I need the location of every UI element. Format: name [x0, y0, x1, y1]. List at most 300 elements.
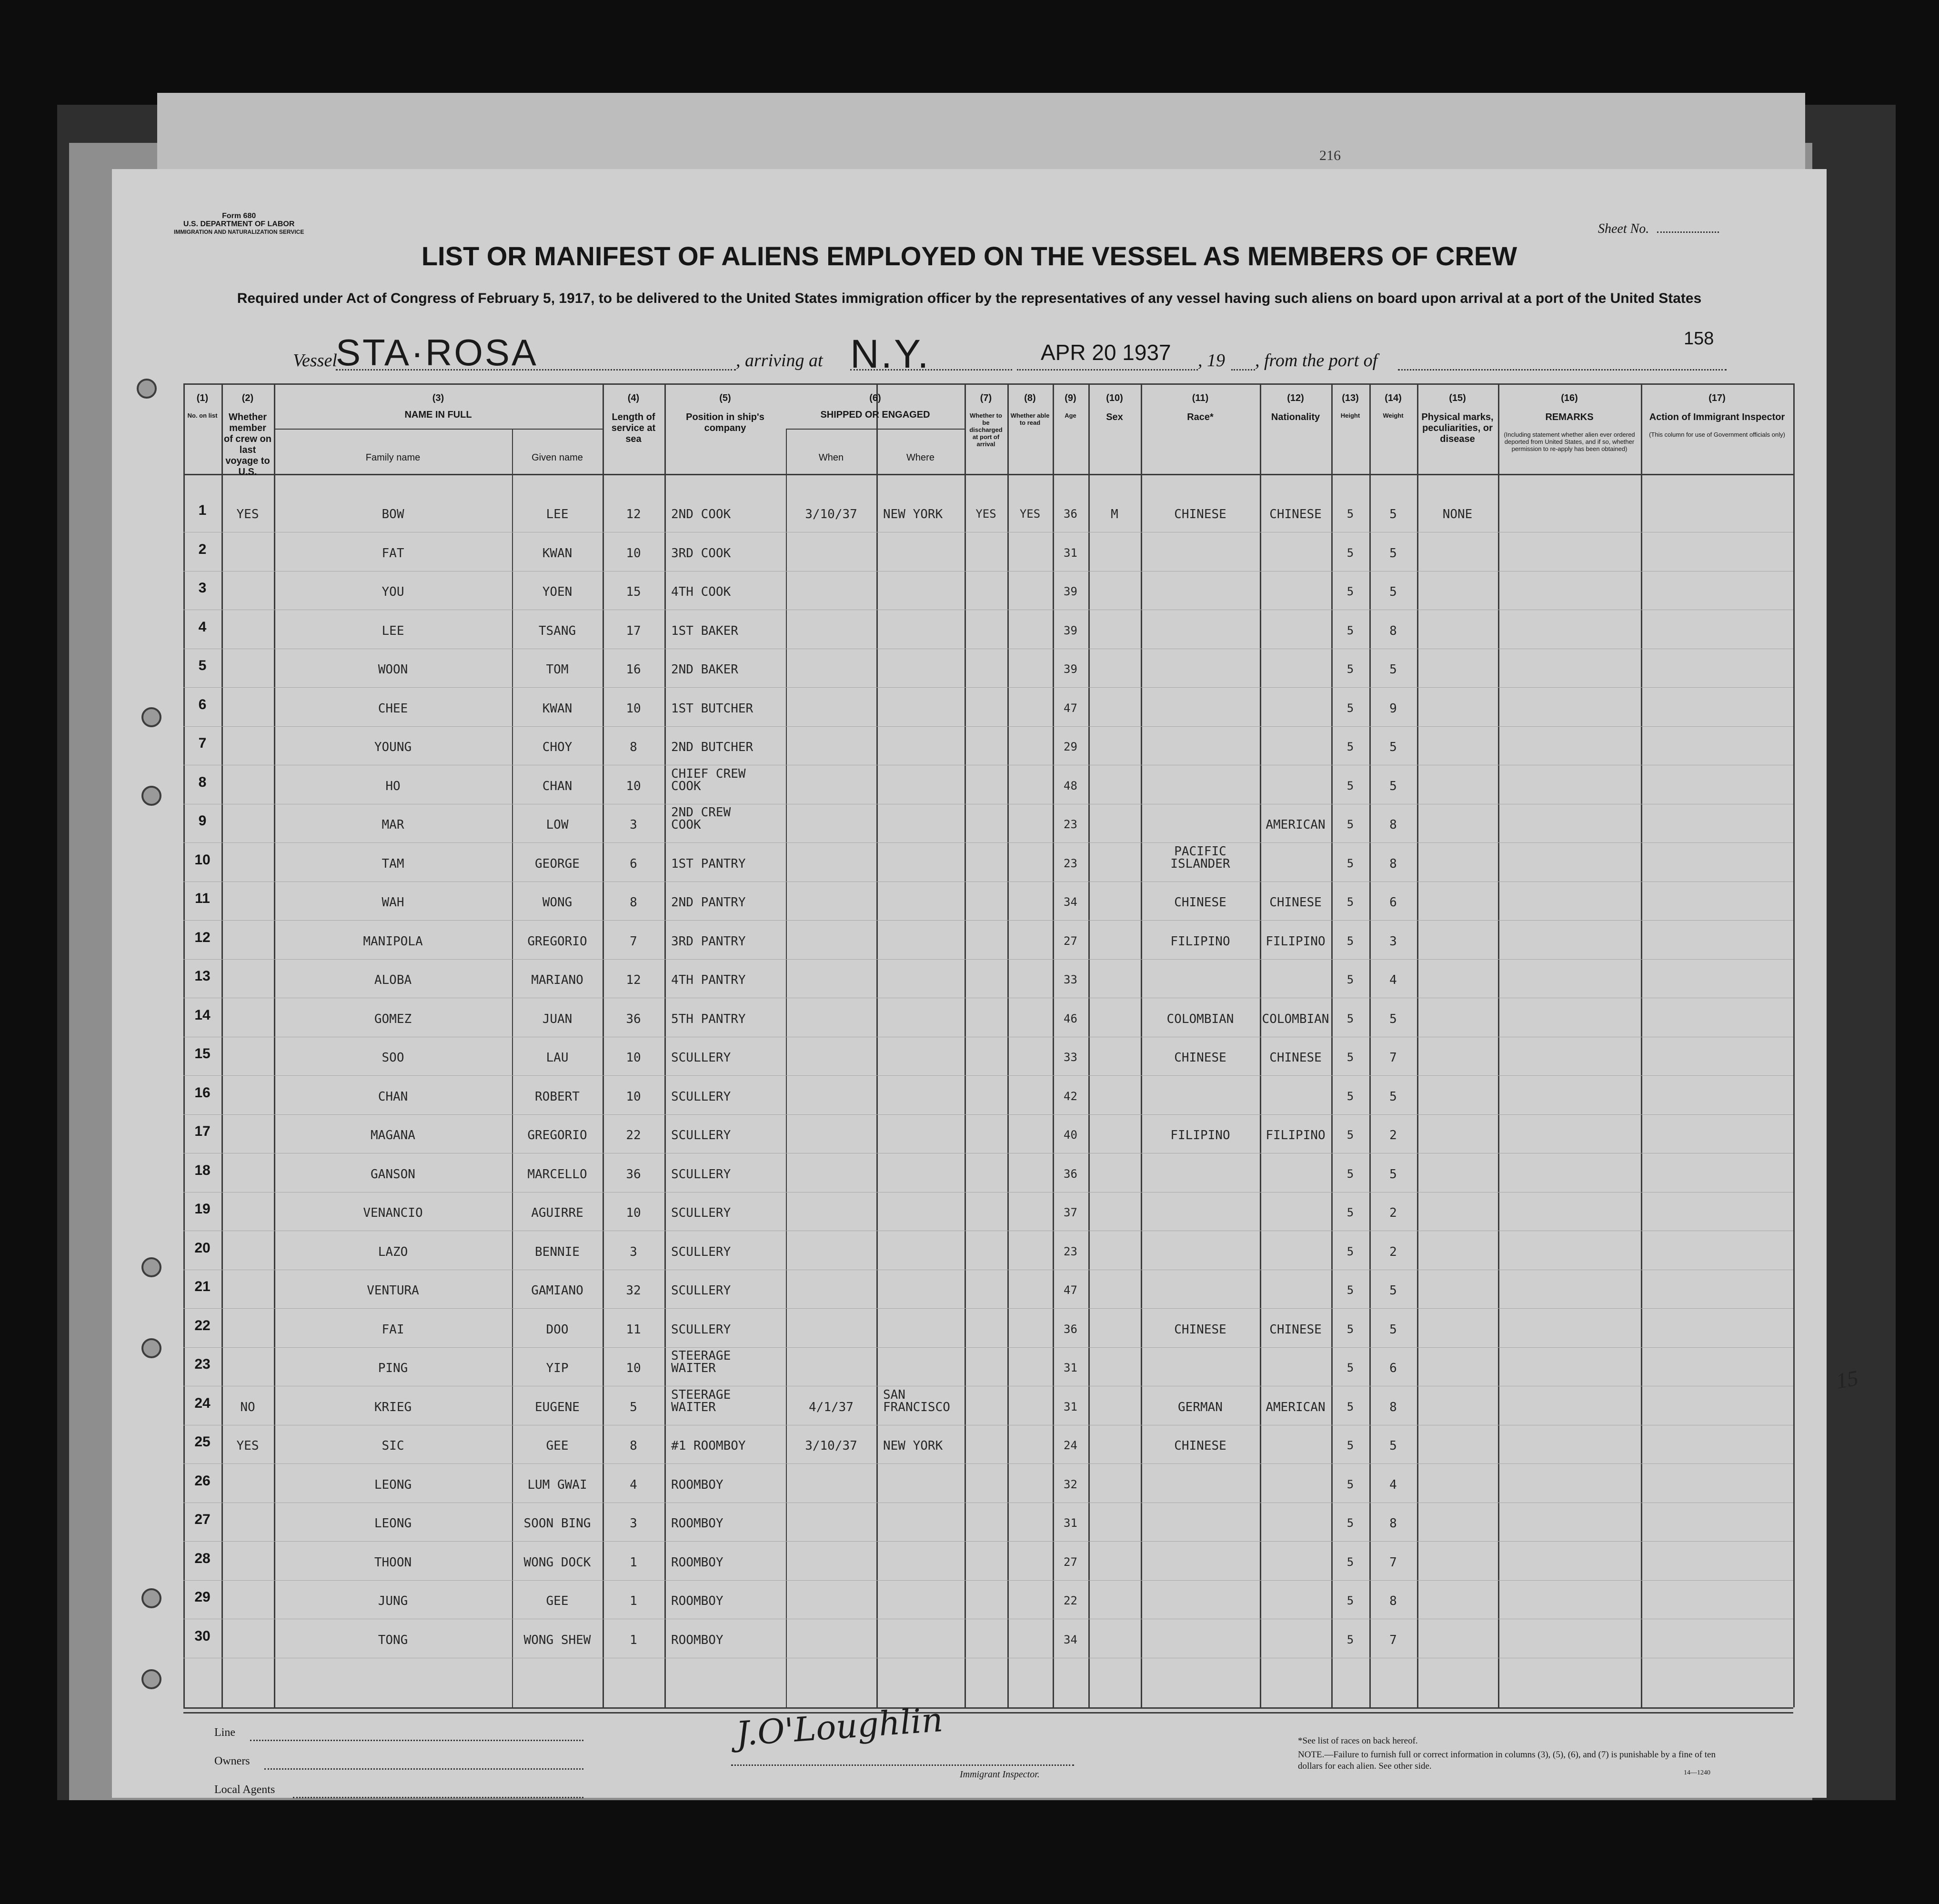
- column-number: (15): [1449, 393, 1466, 403]
- cell-height: 5: [1346, 623, 1354, 637]
- row-number: 20: [194, 1240, 211, 1256]
- cell-position: #1 ROOMBOY: [671, 1439, 746, 1453]
- row-number: 9: [198, 813, 207, 829]
- cell-service: 10: [626, 1206, 641, 1220]
- column-divider: [1088, 383, 1090, 1707]
- column-number: (16): [1561, 393, 1578, 403]
- cell-given: SOON BING: [523, 1516, 591, 1531]
- cell-position: STEERAGE WAITER: [671, 1349, 731, 1375]
- row-number: 16: [194, 1084, 211, 1101]
- cell-height: 5: [1346, 585, 1354, 598]
- cell-service: 7: [630, 934, 637, 949]
- cell-given: GAMIANO: [531, 1283, 583, 1298]
- cell-age: 47: [1064, 701, 1077, 715]
- cell-height: 5: [1346, 1633, 1354, 1646]
- row-number: 13: [194, 968, 211, 984]
- cell-given: TOM: [546, 662, 569, 677]
- cell-family: KRIEG: [374, 1400, 412, 1414]
- sheet-label: Sheet No.: [1598, 221, 1649, 236]
- cell-weight: 5: [1389, 1322, 1397, 1337]
- column-header: Age: [1065, 412, 1076, 419]
- cell-height: 5: [1346, 895, 1354, 909]
- cell-race: CHINESE: [1174, 507, 1226, 521]
- row-number: 26: [194, 1473, 211, 1489]
- table-top-rule: [183, 383, 1793, 385]
- cell-height: 5: [1346, 856, 1354, 870]
- year-blank: [1231, 369, 1255, 371]
- cell-race: COLOMBIAN: [1166, 1012, 1234, 1026]
- cell-service: 6: [630, 856, 637, 871]
- row-number: 11: [195, 891, 210, 906]
- cell-service: 16: [626, 662, 641, 677]
- column-number: (9): [1065, 393, 1076, 403]
- binder-hole: [137, 379, 157, 399]
- cell-weight: 5: [1389, 1089, 1397, 1104]
- cell-service: 5: [630, 1400, 637, 1414]
- row-number: 30: [194, 1628, 211, 1644]
- column-number: (4): [627, 393, 640, 403]
- cell-service: 4: [630, 1477, 637, 1492]
- from-port-label: , from the port of: [1255, 351, 1378, 371]
- column-number: (10): [1106, 393, 1123, 403]
- margin-mark: 15: [1834, 1365, 1860, 1393]
- cell-family: HO: [385, 779, 401, 793]
- cell-given: WONG: [542, 895, 573, 910]
- row-number: 2: [198, 541, 207, 557]
- column-divider: [1007, 383, 1009, 1707]
- cell-age: 36: [1064, 1167, 1077, 1181]
- cell-position: 3RD PANTRY: [671, 934, 746, 949]
- row-number: 4: [198, 619, 207, 635]
- row-number: 1: [198, 502, 207, 518]
- cell-age: 23: [1064, 1244, 1077, 1258]
- cell-age: 27: [1064, 934, 1077, 948]
- cell-service: 10: [626, 546, 641, 561]
- cell-height: 5: [1346, 1594, 1354, 1607]
- cell-height: 5: [1346, 1477, 1354, 1491]
- row-rule: [183, 726, 1793, 727]
- column-divider: [1793, 383, 1795, 1707]
- cell-given: YOEN: [542, 585, 573, 599]
- cell-service: 10: [626, 1361, 641, 1375]
- column-number: (11): [1192, 393, 1209, 403]
- row-number: 17: [194, 1123, 211, 1139]
- cell-position: 5TH PANTRY: [671, 1012, 746, 1026]
- row-number: 29: [194, 1589, 211, 1605]
- cell-given: KWAN: [542, 546, 573, 561]
- cell-where: NEW YORK: [883, 1439, 943, 1453]
- cell-height: 5: [1346, 1167, 1354, 1181]
- column-divider: [603, 383, 604, 1707]
- cell-read: YES: [1019, 507, 1041, 521]
- cell-weight: 5: [1389, 779, 1397, 793]
- shipped-subheader-rule: [786, 429, 964, 430]
- cell-position: 4TH PANTRY: [671, 973, 746, 987]
- cell-height: 5: [1346, 1283, 1354, 1297]
- cell-height: 5: [1346, 779, 1354, 792]
- column-divider: [664, 383, 666, 1707]
- column-header: Length of service at sea: [611, 412, 656, 444]
- row-rule: [183, 687, 1793, 688]
- column-header: Whether member of crew on last voyage to U.S.: [223, 412, 271, 477]
- cell-given: JUAN: [542, 1012, 573, 1026]
- cell-race: CHINESE: [1174, 1322, 1226, 1337]
- row-rule: [183, 842, 1793, 843]
- column-header: Physical marks, peculiarities, or disease: [1421, 412, 1494, 444]
- cell-service: 11: [626, 1322, 641, 1337]
- arriving-blank: [850, 369, 1012, 371]
- column-header: NAME IN FULL: [404, 410, 472, 420]
- cell-age: 22: [1064, 1594, 1077, 1607]
- cell-position: 2ND CREW COOK: [671, 805, 731, 832]
- cell-weight: 4: [1389, 1477, 1397, 1492]
- cell-height: 5: [1346, 934, 1354, 948]
- cell-family: TAM: [382, 856, 404, 871]
- column-number: (3): [432, 393, 444, 403]
- cell-service: 1: [630, 1633, 637, 1647]
- races-note: *See list of races on back hereof.: [1298, 1736, 1418, 1746]
- row-rule: [183, 1347, 1793, 1348]
- cell-race: FILIPINO: [1170, 1128, 1230, 1142]
- column-number: (12): [1287, 393, 1304, 403]
- row-number: 25: [194, 1434, 211, 1450]
- cell-age: 42: [1064, 1089, 1077, 1103]
- cell-service: 12: [626, 507, 641, 521]
- row-rule: [183, 1580, 1793, 1581]
- column-number: (8): [1024, 393, 1036, 403]
- cell-weight: 7: [1389, 1633, 1397, 1647]
- cell-height: 5: [1346, 1361, 1354, 1374]
- cell-weight: 5: [1389, 1012, 1397, 1026]
- form-number: Form 680: [222, 212, 256, 220]
- column-divider: [512, 429, 513, 1707]
- cell-height: 5: [1346, 973, 1354, 986]
- binder-hole: [141, 1257, 161, 1277]
- cell-weight: 4: [1389, 973, 1397, 987]
- cell-given: CHOY: [542, 740, 573, 754]
- cell-weight: 5: [1389, 1439, 1397, 1453]
- row-number: 3: [198, 580, 207, 596]
- cell-weight: 8: [1389, 623, 1397, 638]
- cell-age: 33: [1064, 1051, 1077, 1064]
- cell-age: 39: [1064, 662, 1077, 676]
- cell-weight: 5: [1389, 1167, 1397, 1182]
- form-identifier: [174, 212, 304, 236]
- cell-weight: 2: [1389, 1244, 1397, 1259]
- binder-hole: [141, 1669, 161, 1689]
- cell-family: VENANCIO: [363, 1206, 423, 1220]
- cell-family: VENTURA: [367, 1283, 419, 1298]
- cell-given: LAU: [546, 1051, 569, 1065]
- cell-family: SIC: [382, 1439, 404, 1453]
- row-number: 18: [194, 1162, 211, 1178]
- row-number: 22: [194, 1317, 211, 1333]
- cell-height: 5: [1346, 1089, 1354, 1103]
- row-rule: [183, 959, 1793, 960]
- row-number: 10: [194, 852, 211, 868]
- row-number: 15: [194, 1046, 211, 1062]
- column-header: REMARKS: [1545, 412, 1594, 422]
- cell-position: ROOMBOY: [671, 1633, 723, 1647]
- cell-position: CHIEF CREW COOK: [671, 766, 746, 793]
- cell-given: GEE: [546, 1594, 569, 1608]
- cell-weight: 5: [1389, 585, 1397, 599]
- column-header: Nationality: [1271, 412, 1320, 422]
- cell-weight: 5: [1389, 1283, 1397, 1298]
- cell-position: SCULLERY: [671, 1167, 731, 1182]
- cell-family: YOU: [382, 585, 404, 599]
- cell-given: MARCELLO: [527, 1167, 587, 1182]
- cell-given: AGUIRRE: [531, 1206, 583, 1220]
- row-number: 7: [198, 735, 207, 751]
- cell-given: GREGORIO: [527, 934, 587, 949]
- cell-nationality: CHINESE: [1269, 895, 1322, 910]
- cell-service: 10: [626, 701, 641, 716]
- cell-family: JUNG: [378, 1594, 408, 1608]
- cell-height: 5: [1346, 1012, 1354, 1025]
- cell-given: LEE: [546, 507, 569, 521]
- cell-position: 2ND COOK: [671, 507, 731, 521]
- cell-race: FILIPINO: [1170, 934, 1230, 949]
- cell-age: 46: [1064, 1012, 1077, 1025]
- cell-weight: 8: [1389, 856, 1397, 871]
- from-port-blank: [1398, 369, 1727, 371]
- cell-weight: 8: [1389, 1594, 1397, 1608]
- cell-height: 5: [1346, 1244, 1354, 1258]
- cell-weight: 2: [1389, 1128, 1397, 1142]
- cell-nationality: FILIPINO: [1266, 934, 1326, 949]
- manifest-subtitle: Required under Act of Congress of February 5, 1917, to be delivered to the United States immigration officer by the representatives of any vessel having such aliens on board upon arrival at a port of the United States: [237, 291, 1702, 306]
- cell-height: 5: [1346, 1051, 1354, 1064]
- signature-blank: [731, 1764, 1074, 1766]
- year-label: , 19: [1198, 351, 1225, 371]
- cell-position: 1ST BUTCHER: [671, 701, 753, 716]
- cell-given: LOW: [546, 818, 569, 832]
- cell-family: MANIPOLA: [363, 934, 423, 949]
- binder-hole: [141, 1338, 161, 1358]
- cell-age: 23: [1064, 818, 1077, 831]
- cell-position: SCULLERY: [671, 1128, 731, 1142]
- cell-last: NO: [240, 1400, 255, 1414]
- column-header: Whether able to read: [1010, 412, 1050, 426]
- vessel-name: STA·ROSA: [336, 331, 538, 373]
- cell-sex: M: [1111, 507, 1118, 521]
- cell-service: 22: [626, 1128, 641, 1142]
- cell-height: 5: [1346, 1516, 1354, 1530]
- cell-height: 5: [1346, 818, 1354, 831]
- cell-service: 3: [630, 818, 637, 832]
- cell-service: 32: [626, 1283, 641, 1298]
- cell-given: WONG SHEW: [523, 1633, 591, 1647]
- column-header: Position in ship's company: [686, 412, 764, 433]
- cell-given: ROBERT: [535, 1089, 580, 1104]
- column-header-note: (This column for use of Government officials only): [1649, 431, 1785, 438]
- cell-weight: 7: [1389, 1555, 1397, 1570]
- cell-position: ROOMBOY: [671, 1555, 723, 1570]
- cell-family: TONG: [378, 1633, 408, 1647]
- line-blank: [250, 1740, 583, 1741]
- binder-hole: [141, 786, 161, 806]
- cell-position: 2ND BUTCHER: [671, 740, 753, 754]
- cell-service: 36: [626, 1012, 641, 1026]
- cell-position: SCULLERY: [671, 1051, 731, 1065]
- cell-race: CHINESE: [1174, 1439, 1226, 1453]
- header-bottom-rule: [183, 474, 1793, 475]
- column-header: Race*: [1187, 412, 1214, 422]
- row-rule: [183, 1541, 1793, 1542]
- column-number: (6): [869, 393, 881, 403]
- column-header: Action of Immigrant Inspector: [1649, 412, 1785, 422]
- cell-service: 10: [626, 779, 641, 793]
- column-number: (17): [1708, 393, 1726, 403]
- cell-nationality: AMERICAN: [1266, 1400, 1326, 1414]
- sheet-number-label: [1598, 221, 1719, 237]
- vessel-label: Vessel: [293, 351, 337, 371]
- cell-family: YOUNG: [374, 740, 412, 754]
- cell-height: 5: [1346, 1439, 1354, 1452]
- cell-age: 36: [1064, 507, 1077, 521]
- column-divider: [1417, 383, 1418, 1707]
- cell-given: GREGORIO: [527, 1128, 587, 1142]
- cell-family: LAZO: [378, 1244, 408, 1259]
- cell-family: MAR: [382, 818, 404, 832]
- cell-position: SCULLERY: [671, 1206, 731, 1220]
- binder-hole: [141, 1588, 161, 1608]
- cell-given: CHAN: [542, 779, 573, 793]
- cell-family: SOO: [382, 1051, 404, 1065]
- cell-age: 29: [1064, 740, 1077, 753]
- cell-age: 27: [1064, 1555, 1077, 1569]
- line-label: Line: [214, 1726, 235, 1739]
- cell-position: SCULLERY: [671, 1089, 731, 1104]
- column-subheader: Where: [906, 452, 934, 463]
- cell-nationality: FILIPINO: [1266, 1128, 1326, 1142]
- column-divider: [786, 429, 787, 1707]
- arriving-label: , arriving at: [736, 351, 823, 371]
- cell-height: 5: [1346, 1322, 1354, 1336]
- cell-weight: 6: [1389, 895, 1397, 910]
- cell-position: 1ST BAKER: [671, 623, 738, 638]
- cell-age: 39: [1064, 585, 1077, 598]
- column-number: (13): [1342, 393, 1359, 403]
- top-margin-mark: 216: [1319, 148, 1341, 163]
- cell-service: 12: [626, 973, 641, 987]
- cell-position: 4TH COOK: [671, 585, 731, 599]
- cell-family: PING: [378, 1361, 408, 1375]
- cell-height: 5: [1346, 1128, 1354, 1142]
- cell-age: 36: [1064, 1322, 1077, 1336]
- column-subheader: Given name: [532, 452, 583, 463]
- date-stamp: APR 20 1937: [1041, 340, 1171, 365]
- cell-age: 31: [1064, 546, 1077, 560]
- cell-race: GERMAN: [1178, 1400, 1223, 1414]
- cell-weight: 6: [1389, 1361, 1397, 1375]
- cell-discharged: YES: [975, 507, 996, 521]
- cell-age: 37: [1064, 1206, 1077, 1219]
- column-number: (1): [196, 393, 209, 403]
- cell-family: CHEE: [378, 701, 408, 716]
- page-number: 158: [1684, 329, 1714, 349]
- cell-weight: 8: [1389, 1400, 1397, 1414]
- column-divider: [1498, 383, 1499, 1707]
- cell-family: LEONG: [374, 1477, 412, 1492]
- column-number: (14): [1385, 393, 1402, 403]
- cell-family: ALOBA: [374, 973, 412, 987]
- cell-weight: 5: [1389, 507, 1397, 521]
- cell-age: 32: [1064, 1477, 1077, 1491]
- back-page-top: [157, 93, 1805, 179]
- column-header: SHIPPED OR ENGAGED: [820, 410, 930, 420]
- row-number: 5: [198, 658, 207, 673]
- cell-weight: 9: [1389, 701, 1397, 716]
- cell-service: 1: [630, 1555, 637, 1570]
- inspector-label: Immigrant Inspector.: [960, 1769, 1040, 1780]
- cell-age: 23: [1064, 856, 1077, 870]
- cell-nationality: CHINESE: [1269, 507, 1322, 521]
- row-rule: [183, 1463, 1793, 1464]
- cell-position: 2ND PANTRY: [671, 895, 746, 910]
- manifest-title: LIST OR MANIFEST OF ALIENS EMPLOYED ON THE VESSEL AS MEMBERS OF CREW: [421, 241, 1517, 271]
- row-number: 24: [194, 1395, 211, 1411]
- column-divider: [274, 383, 275, 1707]
- cell-last: YES: [236, 1439, 259, 1453]
- cell-service: 8: [630, 895, 637, 910]
- cell-family: LEONG: [374, 1516, 412, 1531]
- cell-family: WOON: [378, 662, 408, 677]
- cell-service: 8: [630, 1439, 637, 1453]
- row-number: 12: [194, 929, 211, 945]
- row-number: 21: [194, 1279, 211, 1294]
- column-subheader: Family name: [365, 452, 421, 463]
- cell-family: WAH: [382, 895, 404, 910]
- cell-position: STEERAGE WAITER: [671, 1387, 731, 1414]
- cell-given: TSANG: [538, 623, 576, 638]
- cell-height: 5: [1346, 701, 1354, 715]
- cell-height: 5: [1346, 740, 1354, 753]
- cell-age: 47: [1064, 1283, 1077, 1297]
- cell-service: 17: [626, 623, 641, 638]
- cell-given: WONG DOCK: [523, 1555, 591, 1570]
- cell-marks: NONE: [1442, 507, 1473, 521]
- cell-weight: 8: [1389, 818, 1397, 832]
- cell-nationality: COLOMBIAN: [1262, 1012, 1329, 1026]
- cell-age: 33: [1064, 973, 1077, 986]
- row-rule: [183, 1308, 1793, 1309]
- cell-position: 1ST PANTRY: [671, 856, 746, 871]
- cell-family: GOMEZ: [374, 1012, 412, 1026]
- inspector-signature: J.O'Loughlin: [734, 1700, 944, 1754]
- cell-position: ROOMBOY: [671, 1477, 723, 1492]
- crew-table: [183, 383, 1793, 1707]
- print-code: 14—1240: [1684, 1769, 1710, 1776]
- department-name: U.S. DEPARTMENT OF LABOR: [183, 220, 295, 228]
- cell-when: 3/10/37: [805, 507, 857, 521]
- service-name: IMMIGRATION AND NATURALIZATION SERVICE: [174, 229, 304, 235]
- cell-height: 5: [1346, 546, 1354, 560]
- manifest-sheet: [112, 169, 1827, 1798]
- cell-height: 5: [1346, 1555, 1354, 1569]
- cell-weight: 5: [1389, 662, 1397, 677]
- local-agents-label: Local Agents: [214, 1784, 275, 1796]
- column-number: (2): [241, 393, 254, 403]
- cell-service: 8: [630, 740, 637, 754]
- cell-given: GEORGE: [535, 856, 580, 871]
- column-subheader: When: [818, 452, 844, 463]
- cell-given: LUM GWAI: [527, 1477, 587, 1492]
- column-header: Height: [1340, 412, 1360, 419]
- cell-height: 5: [1346, 1400, 1354, 1413]
- cell-nationality: CHINESE: [1269, 1051, 1322, 1065]
